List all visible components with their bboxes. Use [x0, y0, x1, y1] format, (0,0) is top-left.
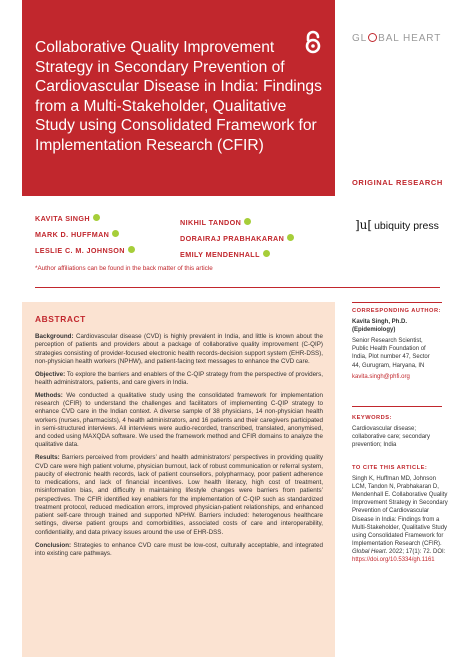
open-access-icon [301, 30, 325, 54]
article-title: Collaborative Quality Improvement Strategy in Secondary Prevention of Cardiovascular Disease in India: Findings from a Multi-Stakeholder, Qualitative Study using Consolidated Framework for Implementation Research (CFIR) [35, 39, 322, 154]
abstract-heading: ABSTRACT [35, 314, 86, 324]
address-line: Senior Research Scientist, [352, 338, 423, 345]
corresponding-email-link[interactable]: kavita.singh@phfi.org [352, 373, 410, 380]
author-entry[interactable]: LESLIE C. M. JOHNSON [35, 246, 135, 262]
journal-logo [352, 33, 441, 44]
keywords-heading: KEYWORDS: [352, 415, 392, 421]
citation-text: Singh K, Huffman MD, Johnson LCM, Tandon N, Prabhakaran D, Mendenhall E. Collaborative Quality Improvement Strategy in Secondary Prevention of Cardiovascular Disease in India: Findings from a Multi-Stakeholder, Qualitative Study using Consolidated Framework for Implementation Research (CFIR). Global Heart. 2022; 17(1): 72. DOI: https://doi.org/10.5334/gh.1161 [352, 476, 448, 564]
citation-heading: TO CITE THIS ARTICLE: [352, 465, 428, 471]
article-type-label: ORIGINAL RESEARCH [352, 178, 443, 187]
address-line: 44, Gurugram, Haryana, IN [352, 362, 425, 369]
abstract-background: Background: Cardiovascular disease (CVD) is highly prevalent in India, and little is known about the perception of patients and providers about a package of collaborative quality improvement (C-QIP) strategies consisting of provider-focused electronic health records-decision support system (EHR-DSS), non-physician health workers (NPHW), and patient-facing text messages to enhance the CVD care. [35, 333, 323, 365]
publisher-mark: ]u[ [355, 218, 373, 232]
corresponding-author-degree: (Epidemiology) [352, 327, 396, 334]
sidebar-divider [352, 406, 442, 407]
section-divider [35, 287, 440, 288]
author-list-right [180, 218, 294, 266]
orcid-icon[interactable] [244, 218, 251, 225]
abstract-results: Results: Barriers perceived from providers’ and health administrators’ perspectives in providing quality CVD care were high patient volume, physician burnout, lack of robust communication or referral system, paucity of electronic health records, lack of patient counsellors, polypharmacy, poor patient adherence to medications, and lack of financial incentives. Low health literacy, high cost of treatment, misinformation bias, and difficulty in maintaining lifestyle changes were barriers from patients’ perspectives. The CFIR identified key enablers for the implementation of C-QIP such as standardized treatment protocol, reduced medication errors, improved physician-patient relationships, and enhanced patient self-care through trained and supported NPHW. Barriers included: heterogenous healthcare settings, diverse patient groups and comorbidities, associated costs of care and interoperability, confidentiality, and data privacy issues around the use of EHR-DSS. [35, 454, 323, 536]
corresponding-author-block [352, 307, 448, 381]
corresponding-author-heading: CORRESPONDING AUTHOR: [352, 308, 441, 314]
orcid-icon[interactable] [287, 234, 294, 241]
corresponding-author-name: Kavita Singh, Ph.D. [352, 319, 408, 326]
keywords-text: Cardiovascular disease; collaborative care; secondary prevention; India [352, 426, 431, 449]
author-entry[interactable]: NIKHIL TANDON [180, 218, 294, 234]
keywords-block [352, 414, 448, 449]
affiliation-note: *Author affiliations can be found in the back matter of this article [35, 265, 213, 272]
journal-name-start: GL [352, 33, 368, 44]
address-line: Public Health Foundation of [352, 346, 426, 353]
orcid-icon[interactable] [128, 246, 135, 253]
orcid-icon[interactable] [263, 250, 270, 257]
abstract-body [35, 333, 323, 563]
author-entry[interactable]: DORAIRAJ PRABHAKARAN [180, 234, 294, 250]
doi-link[interactable]: https://doi.org/10.5334/gh.1161 [352, 557, 435, 564]
abstract-objective: Objective: To explore the barriers and enablers of the C-QIP strategy from the perspective of providers, health administrators, patients, and care givers in India. [35, 370, 323, 386]
publisher-logo [355, 218, 439, 232]
abstract-conclusion: Conclusion: Strategies to enhance CVD care must be low-cost, culturally acceptable, and integrated into existing care pathways. [35, 541, 323, 557]
author-list-left [35, 214, 135, 262]
abstract-methods: Methods: We conducted a qualitative study using the consolidated framework for implementation research (CFIR) to understand the challenges and facilitators of implementing C-QIP strategy to enhance CVD care in the Indian context. A diverse sample of 38 physicians, 14 non-physician health workers (nurses, pharmacists), 4 health administrators, and 16 patients and their caregivers participated in semi-structured interviews. All interviews were audio-recorded, transcribed, translated, anonymised, and coded using MAXQDA software. We used the framework method and CFIR domains to analyze the qualitative data. [35, 391, 323, 449]
globe-icon [368, 33, 377, 42]
citation-block [352, 464, 448, 564]
orcid-icon[interactable] [93, 214, 100, 221]
publisher-name: ubiquity press [374, 220, 439, 232]
journal-name-end: BAL HEART [378, 33, 442, 44]
sidebar-divider [352, 302, 442, 303]
author-entry[interactable]: KAVITA SINGH [35, 214, 135, 230]
address-line: India, Plot number 47, Sector [352, 354, 430, 361]
author-entry[interactable]: MARK D. HUFFMAN [35, 230, 135, 246]
author-entry[interactable]: EMILY MENDENHALL [180, 250, 294, 266]
orcid-icon[interactable] [112, 230, 119, 237]
